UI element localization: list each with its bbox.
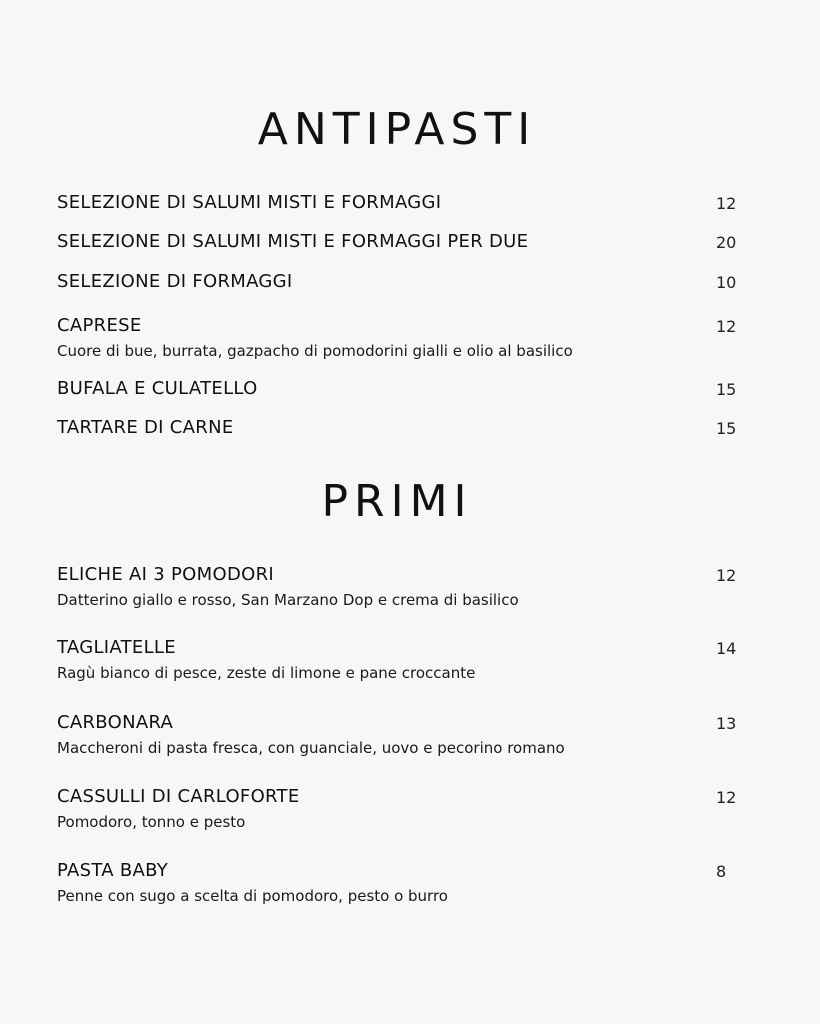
item-price: 12 xyxy=(716,317,737,336)
item-price: 8 xyxy=(716,862,727,881)
item-price: 12 xyxy=(716,788,737,807)
section-title-antipasti: ANTIPASTI xyxy=(257,104,537,155)
item-description: Cuore di bue, burrata, gazpacho di pomodorini gialli e olio al basilico xyxy=(57,342,573,360)
item-price: 12 xyxy=(716,194,737,213)
menu-item xyxy=(57,271,757,293)
item-description: Datterino giallo e rosso, San Marzano Dop e crema di basilico xyxy=(57,591,519,609)
item-name: CAPRESE xyxy=(57,315,142,336)
item-description: Pomodoro, tonno e pesto xyxy=(57,813,246,831)
menu-item xyxy=(57,315,757,361)
menu-item xyxy=(57,378,757,400)
menu-item xyxy=(57,417,757,439)
menu-item xyxy=(57,786,757,832)
item-name: ELICHE AI 3 POMODORI xyxy=(57,564,274,585)
menu-item xyxy=(57,712,757,758)
menu-item xyxy=(57,860,757,906)
item-price: 20 xyxy=(716,233,737,252)
item-name: TARTARE DI CARNE xyxy=(57,417,234,438)
item-price: 13 xyxy=(716,714,737,733)
menu-item xyxy=(57,637,757,683)
menu-item xyxy=(57,231,757,253)
item-name: CASSULLI DI CARLOFORTE xyxy=(57,786,300,807)
item-description: Ragù bianco di pesce, zeste di limone e pane croccante xyxy=(57,664,476,682)
item-name: BUFALA E CULATELLO xyxy=(57,378,258,399)
item-price: 10 xyxy=(716,273,737,292)
item-name: CARBONARA xyxy=(57,712,174,733)
item-price: 14 xyxy=(716,639,737,658)
item-name: PASTA BABY xyxy=(57,860,169,881)
item-price: 15 xyxy=(716,380,737,399)
item-description: Maccheroni di pasta fresca, con guanciale, uovo e pecorino romano xyxy=(57,739,565,757)
item-price: 15 xyxy=(716,419,737,438)
item-description: Penne con sugo a scelta di pomodoro, pesto o burro xyxy=(57,887,448,905)
item-price: 12 xyxy=(716,566,737,585)
item-name: TAGLIATELLE xyxy=(57,637,176,658)
item-name: SELEZIONE DI FORMAGGI xyxy=(57,271,293,292)
section-title-primi: PRIMI xyxy=(321,476,473,527)
item-name: SELEZIONE DI SALUMI MISTI E FORMAGGI PER DUE xyxy=(57,231,529,252)
menu-item xyxy=(57,192,757,214)
menu-item xyxy=(57,564,757,610)
item-name: SELEZIONE DI SALUMI MISTI E FORMAGGI xyxy=(57,192,442,213)
